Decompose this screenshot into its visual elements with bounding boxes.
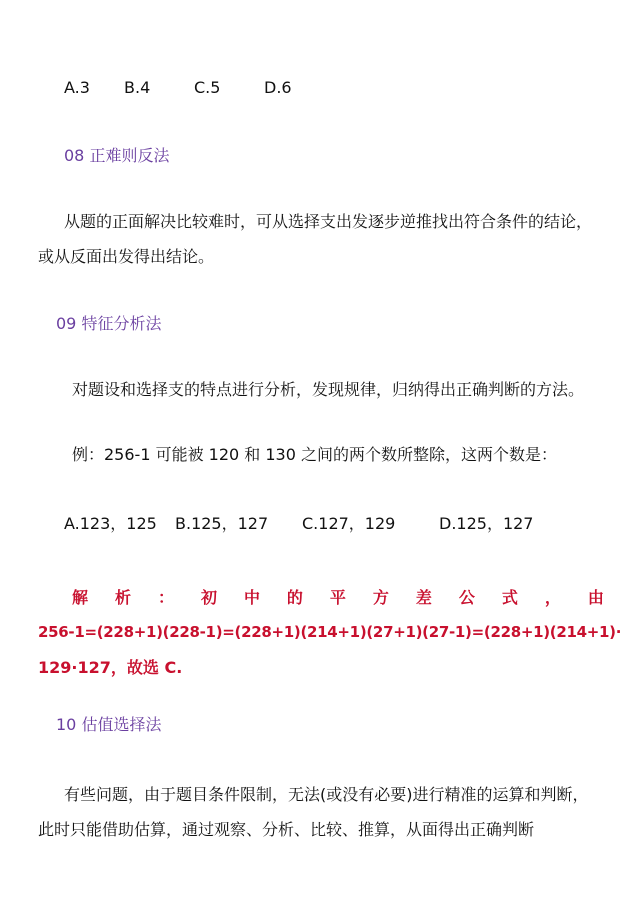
option-d: D.6 xyxy=(264,78,292,97)
analysis-char: 析 xyxy=(114,588,131,607)
options-row-1 xyxy=(64,77,292,99)
option-a: A.123，125 xyxy=(64,514,157,533)
options-row-2 xyxy=(64,513,534,535)
analysis-char: 解 xyxy=(72,588,89,607)
analysis-char: 方 xyxy=(372,588,389,607)
analysis-char: 的 xyxy=(286,588,303,607)
section-10-body: 有些问题，由于题目条件限制，无法(或没有必要)进行精准的运算和判断，此时只能借助估算，通过观察、分析、比较、推算，从面得出正确判断 xyxy=(38,785,589,839)
option-b: B.125，127 xyxy=(175,514,269,533)
analysis-char: 平 xyxy=(329,588,346,607)
option-a: A.3 xyxy=(64,78,90,97)
section-09-heading: 09 特征分析法 xyxy=(56,314,162,333)
section-10-heading: 10 估值选择法 xyxy=(56,715,162,734)
analysis-char: 中 xyxy=(243,588,260,607)
analysis-heading xyxy=(38,580,604,615)
analysis-char: 初 xyxy=(200,588,217,607)
analysis-char: ： xyxy=(157,588,174,607)
section-09-example: 例：256-1 可能被 120 和 130 之间的两个数所整除，这两个数是： xyxy=(72,445,558,464)
analysis-char: 差 xyxy=(415,588,432,607)
section-08-body: 从题的正面解决比较难时，可从选择支出发逐步逆推找出符合条件的结论，或从反面出发得出结论。 xyxy=(38,212,593,266)
analysis-formula: 256-1=(228+1)(228-1)=(228+1)(214+1)(27+1)(27-1)=(228+1)(214+1)· xyxy=(38,623,622,641)
analysis-char: 公 xyxy=(458,588,475,607)
analysis-char: 式 xyxy=(501,588,518,607)
analysis-char: ， xyxy=(544,588,561,607)
option-b: B.4 xyxy=(124,78,151,97)
section-08-heading: 08 正难则反法 xyxy=(64,146,170,165)
option-c: C.5 xyxy=(194,78,221,97)
analysis-conclusion: 129·127，故选 C. xyxy=(38,658,183,677)
option-c: C.127，129 xyxy=(302,514,396,533)
section-09-body: 对题设和选择支的特点进行分析，发现规律，归纳得出正确判断的方法。 xyxy=(72,380,585,399)
analysis-char: 由 xyxy=(587,588,604,607)
analysis-block xyxy=(38,580,622,685)
option-d: D.125，127 xyxy=(439,514,534,533)
